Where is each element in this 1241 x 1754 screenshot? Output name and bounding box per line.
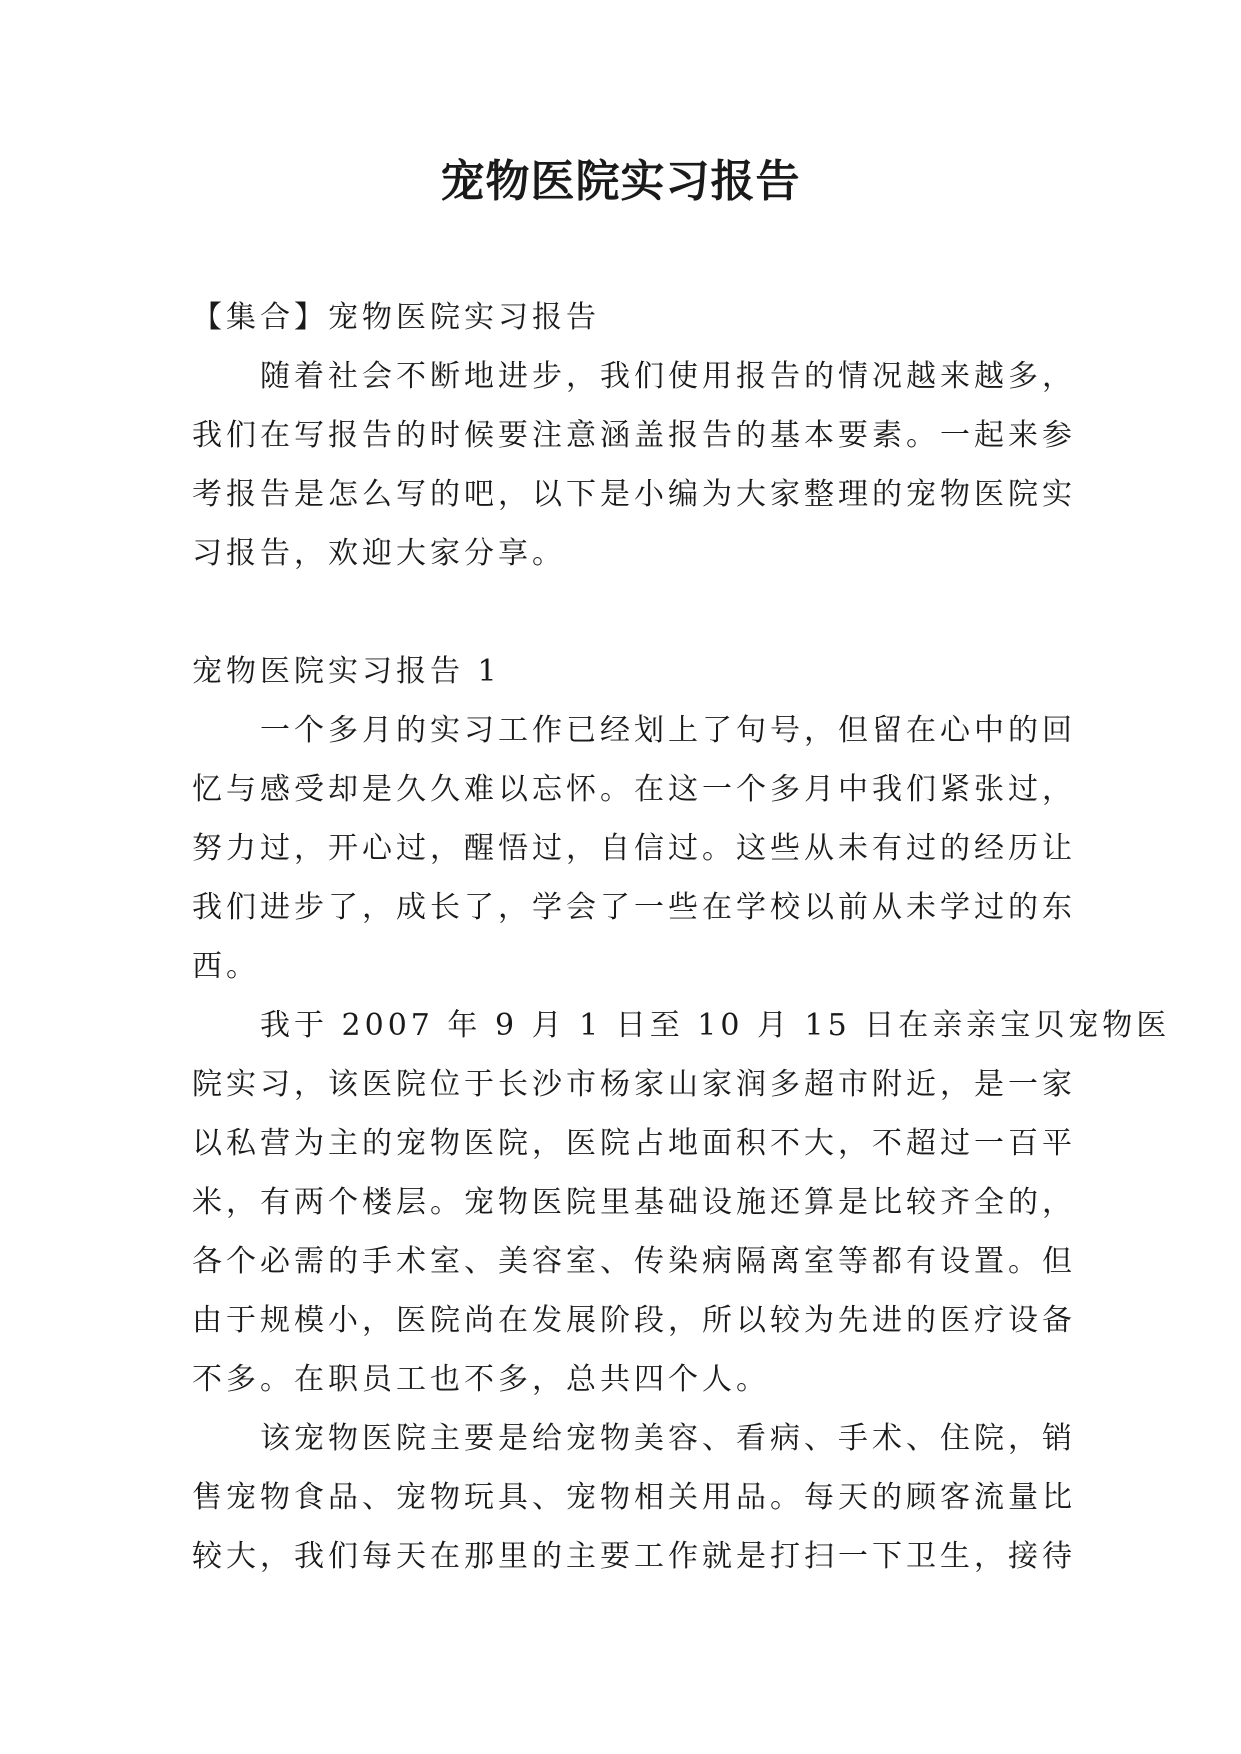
paragraph-line: 西。	[192, 949, 260, 984]
paragraph-line: 院实习，该医院位于长沙市杨家山家润多超市附近，是一家	[192, 1067, 1076, 1102]
paragraph-line: 各个必需的手术室、美容室、传染病隔离室等都有设置。但	[192, 1244, 1076, 1279]
paragraph-line: 忆与感受却是久久难以忘怀。在这一个多月中我们紧张过，	[192, 772, 1076, 807]
paragraph-line: 较大，我们每天在那里的主要工作就是打扫一下卫生，接待	[192, 1539, 1076, 1574]
paragraph-line: 我于 2007 年 9 月 1 日至 10 月 15 日在亲亲宝贝宠物医	[260, 1008, 1171, 1043]
paragraph-line: 一个多月的实习工作已经划上了句号，但留在心中的回	[260, 713, 1076, 748]
intro-line: 习报告，欢迎大家分享。	[192, 536, 566, 571]
paragraph-line: 米，有两个楼层。宠物医院里基础设施还算是比较齐全的，	[192, 1185, 1076, 1220]
paragraph-line: 不多。在职员工也不多，总共四个人。	[192, 1362, 770, 1397]
paragraph-line: 我们进步了，成长了，学会了一些在学校以前从未学过的东	[192, 890, 1076, 925]
paragraph-line: 售宠物食品、宠物玩具、宠物相关用品。每天的顾客流量比	[192, 1480, 1076, 1515]
section-gap	[192, 583, 1062, 642]
intro-line: 随着社会不断地进步，我们使用报告的情况越来越多，	[260, 359, 1076, 394]
paragraph-line: 以私营为主的宠物医院，医院占地面积不大，不超过一百平	[192, 1126, 1076, 1161]
paragraph-line: 该宠物医院主要是给宠物美容、看病、手术、住院，销	[260, 1421, 1076, 1456]
intro-line: 考报告是怎么写的吧，以下是小编为大家整理的宠物医院实	[192, 477, 1076, 512]
section-heading: 宠物医院实习报告 1	[192, 654, 501, 689]
document-body	[192, 288, 1171, 1586]
intro-line: 我们在写报告的时候要注意涵盖报告的基本要素。一起来参	[192, 418, 1076, 453]
paragraph-line: 由于规模小，医院尚在发展阶段，所以较为先进的医疗设备	[192, 1303, 1076, 1338]
document-title: 宠物医院实习报告	[440, 156, 801, 207]
paragraph-line: 努力过，开心过，醒悟过，自信过。这些从未有过的经历让	[192, 831, 1076, 866]
collection-heading: 【集合】宠物医院实习报告	[192, 300, 600, 335]
